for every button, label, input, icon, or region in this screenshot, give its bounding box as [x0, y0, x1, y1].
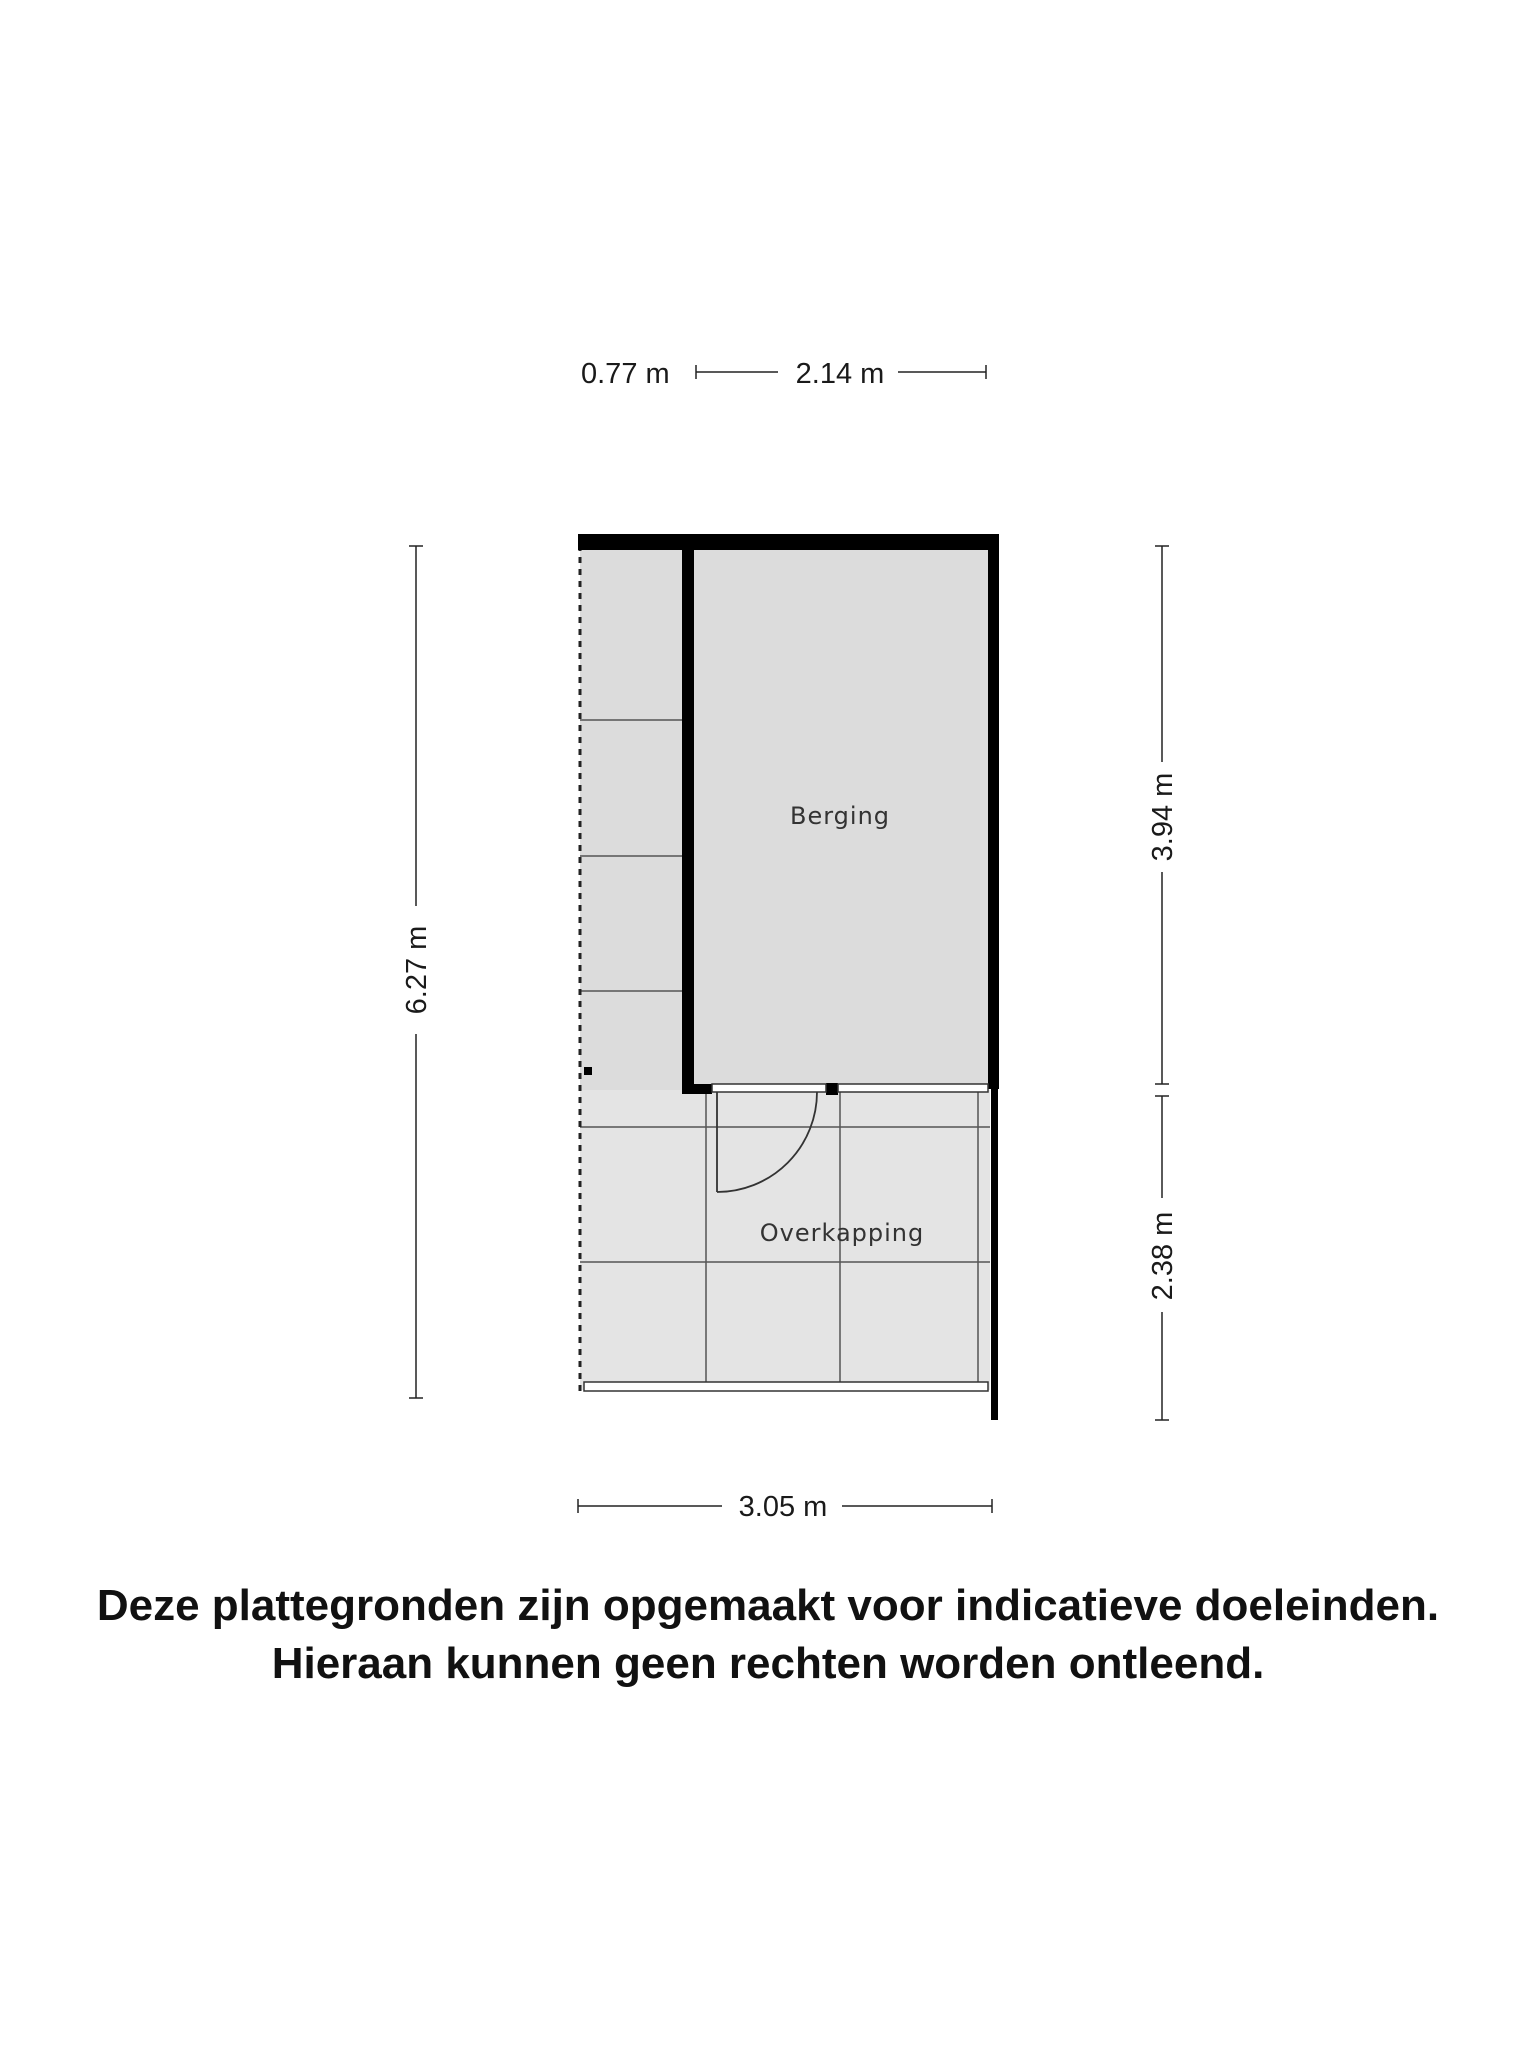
dim-right-upper: 3.94 m: [1147, 772, 1179, 862]
disclaimer-line-1: Deze plattegronden zijn opgemaakt voor indicatieve doeleinden.: [96, 1581, 1440, 1630]
top-wall: [578, 534, 999, 550]
berging-left-wall: [682, 548, 694, 1094]
door-jamb: [826, 1083, 838, 1095]
small-post: [584, 1067, 592, 1075]
berging-bottom-wall-left: [682, 1084, 712, 1094]
disclaimer-line-2: Hieraan kunnen geen rechten worden ontleend.: [271, 1639, 1265, 1688]
bottom-sill: [584, 1382, 988, 1391]
room-label-overkapping: Overkapping: [759, 1219, 925, 1247]
window-frame: [838, 1084, 988, 1092]
dim-left-total: 6.27 m: [401, 925, 433, 1015]
dim-right-lower: 2.38 m: [1147, 1211, 1179, 1301]
left-strip-floor: [580, 550, 684, 1125]
window-frame: [712, 1084, 826, 1092]
room-label-berging: Berging: [789, 802, 891, 830]
dim-top-right: 2.14 m: [795, 358, 885, 390]
right-wall-lower: [991, 1085, 998, 1420]
right-wall: [988, 534, 999, 1089]
dim-bottom-width: 3.05 m: [738, 1491, 828, 1523]
dim-top-left: 0.77 m: [581, 358, 670, 390]
